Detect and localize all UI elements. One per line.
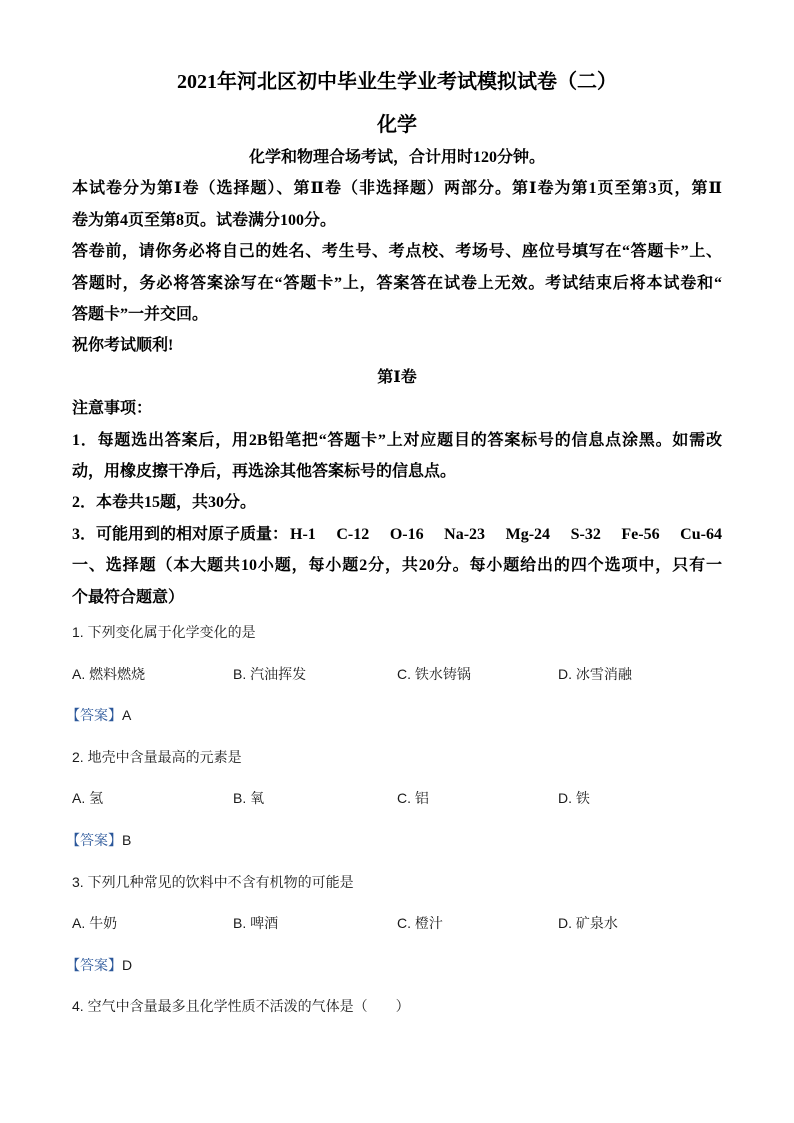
- question-number: 1.: [72, 624, 84, 640]
- answer-value: B: [122, 831, 132, 848]
- option-a: [72, 903, 233, 945]
- option-b: [233, 778, 397, 820]
- option-label: B.: [233, 790, 247, 807]
- answer-value: A: [122, 707, 132, 724]
- note-item-2: [72, 487, 722, 518]
- answer-value: D: [122, 956, 133, 973]
- option-c: [397, 778, 558, 820]
- atomic-mass-item: Cu-64: [680, 525, 722, 543]
- good-luck-note: 祝你考试顺利!: [72, 337, 174, 355]
- question-text: 地壳中含量最高的元素是: [87, 748, 242, 765]
- instructions-block: [72, 142, 722, 613]
- option-text: 铁: [575, 790, 590, 807]
- option-c: [397, 903, 558, 945]
- option-a: [72, 654, 233, 696]
- subject-title: 化学: [377, 114, 417, 136]
- paragraph-line: 卷为第4页至第8页。试卷满分100分。: [72, 211, 337, 229]
- option-label: C.: [397, 915, 411, 932]
- option-text: 冰雪消融: [575, 665, 632, 682]
- note-item-1: [72, 425, 722, 488]
- section-heading-line: 个最符合题意）: [72, 588, 185, 606]
- question-options: [72, 654, 722, 696]
- answer-label: 【答案】: [66, 831, 122, 848]
- paragraph-line: 答题卡”一并交回。: [72, 306, 209, 324]
- option-text: 铝: [414, 790, 429, 807]
- question-text: 空气中含量最多且化学性质不活泼的气体是（ ）: [87, 998, 410, 1015]
- exam-title: 2021年河北区初中毕业生学业考试模拟试卷（二）: [177, 71, 617, 93]
- paper-structure-paragraph: [72, 173, 722, 236]
- atomic-mass-item: H-1: [290, 525, 316, 543]
- answer-row: [66, 820, 722, 862]
- option-label: D.: [558, 915, 572, 932]
- option-label: D.: [558, 665, 572, 682]
- atomic-mass-item: Mg-24: [505, 525, 551, 543]
- atomic-mass-note: [72, 519, 722, 550]
- answer-row: [66, 945, 722, 987]
- question-number: 4.: [72, 998, 84, 1015]
- paragraph-line: 本试卷分为第Ⅰ卷（选择题）、第Ⅱ卷（非选择题）两部分。第Ⅰ卷为第1页至第3页，第Ⅱ: [72, 180, 722, 198]
- option-d: [558, 654, 632, 696]
- note-line: 1．每题选出答案后，用2B铅笔把“答题卡”上对应题目的答案标号的信息点涂黑。如需改: [72, 431, 722, 449]
- option-d: [558, 903, 618, 945]
- atomic-mass-list: [290, 519, 722, 550]
- option-text: 氢: [89, 790, 104, 807]
- question-number: 3.: [72, 873, 84, 890]
- answer-row: [66, 695, 722, 737]
- section-heading-line: 一、选择题（本大题共10小题，每小题2分，共20分。每小题给出的四个选项中，只有一: [72, 557, 722, 575]
- answer-label: 【答案】: [66, 956, 122, 973]
- option-label: A.: [72, 665, 86, 682]
- option-text: 氧: [250, 790, 265, 807]
- option-text: 矿泉水: [575, 915, 618, 932]
- answer-sheet-paragraph: [72, 236, 722, 330]
- option-c: [397, 654, 558, 696]
- option-text: 燃料燃烧: [89, 665, 146, 682]
- question-text: 下列几种常见的饮料中不含有机物的可能是: [87, 873, 354, 890]
- notes-heading: 注意事项：: [72, 400, 153, 418]
- question-stem: [72, 986, 722, 1028]
- option-d: [558, 778, 590, 820]
- note-line: 2．本卷共15题，共30分。: [72, 494, 257, 512]
- option-b: [233, 903, 397, 945]
- section-heading: [72, 550, 722, 613]
- option-text: 橙汁: [414, 915, 443, 932]
- option-label: B.: [233, 915, 247, 932]
- paragraph-line: 答题时，务必将答案涂写在“答题卡”上，答案答在试卷上无效。考试结束后将本试卷和“: [72, 274, 722, 292]
- option-text: 牛奶: [89, 915, 118, 932]
- atomic-mass-item: S-32: [570, 525, 601, 543]
- question-list: [66, 612, 722, 1028]
- question-stem: [72, 737, 722, 779]
- atomic-mass-label: 3．可能用到的相对原子质量：: [72, 525, 289, 543]
- option-text: 铁水铸锅: [414, 665, 471, 682]
- option-label: D.: [558, 790, 572, 807]
- atomic-mass-item: Fe-56: [621, 525, 660, 543]
- answer-label: 【答案】: [66, 707, 122, 724]
- option-label: B.: [233, 665, 247, 682]
- question-stem: [72, 612, 722, 654]
- question-stem: [72, 862, 722, 904]
- question-number: 2.: [72, 748, 84, 765]
- option-text: 汽油挥发: [250, 665, 307, 682]
- paragraph-line: 答卷前，请你务必将自己的姓名、考生号、考点校、考场号、座位号填写在“答题卡”上、: [72, 243, 722, 261]
- option-b: [233, 654, 397, 696]
- option-label: C.: [397, 665, 411, 682]
- option-a: [72, 778, 233, 820]
- option-label: C.: [397, 790, 411, 807]
- atomic-mass-item: Na-23: [444, 525, 486, 543]
- option-label: A.: [72, 790, 86, 807]
- option-label: A.: [72, 915, 86, 932]
- note-line: 动，用橡皮擦干净后，再选涂其他答案标号的信息点。: [72, 463, 457, 481]
- question-options: [72, 778, 722, 820]
- option-text: 啤酒: [250, 915, 279, 932]
- exam-duration-note: 化学和物理合场考试，合计用时120分钟。: [248, 149, 545, 166]
- question-options: [72, 903, 722, 945]
- question-text: 下列变化属于化学变化的是: [87, 624, 256, 640]
- part-one-heading: 第Ⅰ卷: [377, 368, 417, 386]
- atomic-mass-item: O-16: [389, 525, 424, 543]
- atomic-mass-item: C-12: [336, 525, 370, 543]
